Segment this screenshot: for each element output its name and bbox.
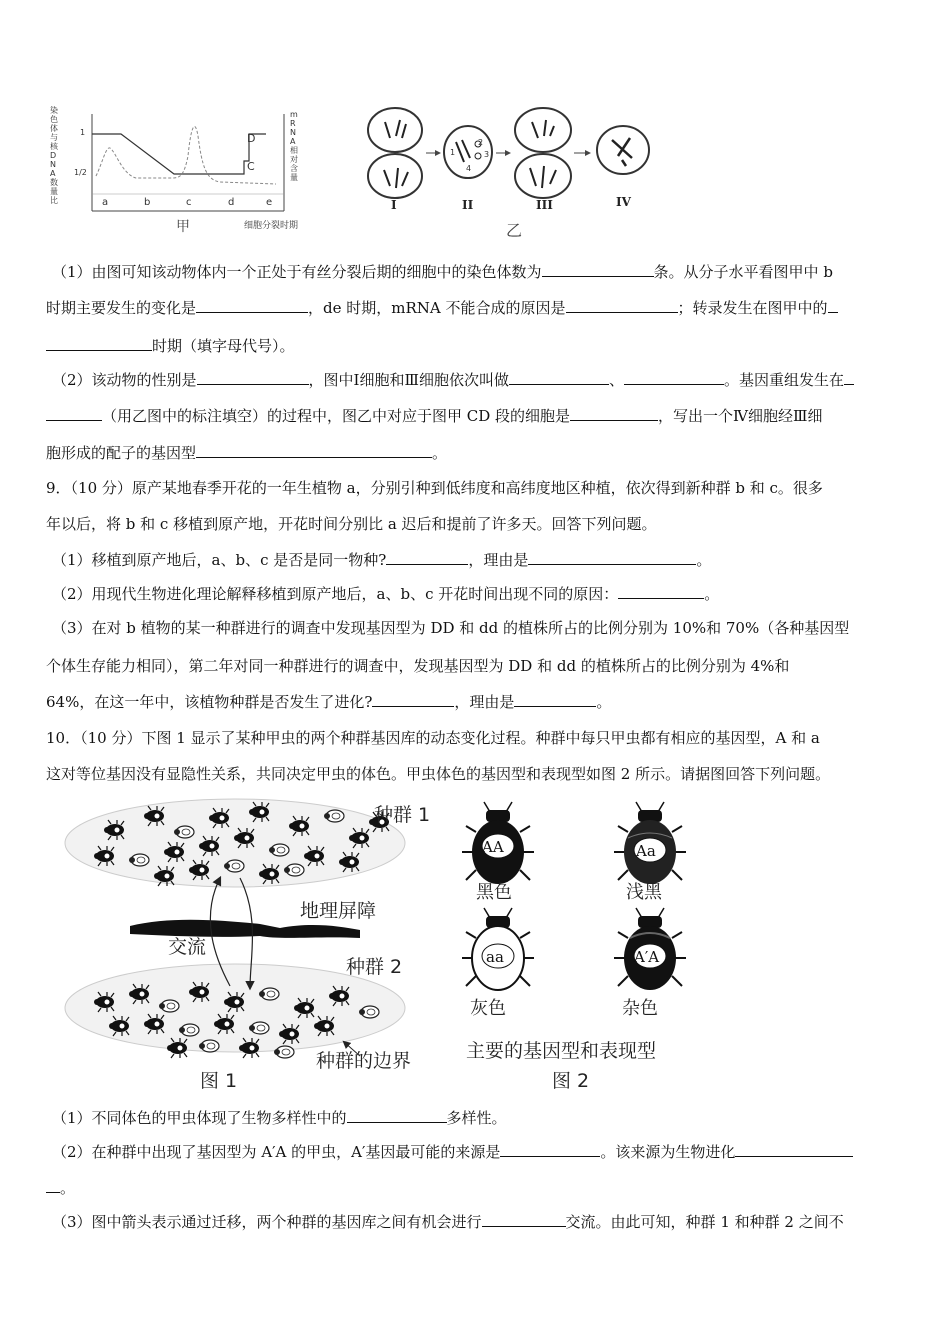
genotype-aa-lower: aa xyxy=(486,948,504,966)
cells-yi xyxy=(360,100,660,210)
phase-e: e xyxy=(266,197,273,208)
q10-p1: （1）不同体色的甲虫体现了生物多样性中的 多样性。 xyxy=(52,1109,507,1127)
right-axis-label: mRNA相对含量 xyxy=(290,110,298,182)
label-cell-i: I xyxy=(391,198,397,212)
figure-1-populations xyxy=(60,798,460,1088)
genotype-aa-mixed: Aa xyxy=(636,842,656,860)
label-boundary: 种群的边界 xyxy=(316,1050,412,1072)
cell-iv xyxy=(597,126,649,174)
y-axis-label: 染色体与核DNA数量比 xyxy=(50,106,58,205)
q9-p2: （2）用现代生物进化理论解释移植到原产地后，a、b、c 开花时间出现不同的原因： 。 xyxy=(52,585,720,603)
q8-p2-line3: 胞形成的配子的基因型 。 xyxy=(46,444,448,462)
chrom-num-3: 3 xyxy=(484,150,490,159)
q9-p3-line3: 64%，在这一年中，该植物种群是否发生了进化? ，理由是 。 xyxy=(46,693,612,711)
q8-p2-line2: （用乙图中的标注填空）的过程中，图乙中对应于图甲 CD 段的细胞是 ，写出一个Ⅳ细胞经Ⅲ细 xyxy=(46,406,906,426)
genotype-a-prime-a: A′A xyxy=(634,948,660,966)
phenotype-light-black: 浅黑 xyxy=(626,882,662,903)
q8-p1-line1: （1）由图可知该动物体内一个正处于有丝分裂后期的细胞中的染色体数为 条。从分子水平看图甲中 b xyxy=(52,263,833,281)
graph-jia xyxy=(44,96,314,236)
label-barrier: 地理屏障 xyxy=(300,900,377,922)
genotype-aa-upper: AA xyxy=(482,838,504,856)
phase-b: b xyxy=(144,197,151,208)
q9-p3-line2: 个体生存能力相同），第二年对同一种群进行的调查中，发现基因型为 DD 和 dd 的植株所占的比例分别为 4%和 xyxy=(46,657,790,675)
caption-fig1: 图 1 xyxy=(200,1070,238,1092)
q10-intro-line2: 这对等位基因没有显隐性关系，共同决定甲虫的体色。甲虫体色的基因型和表现型如图 2 所示。请据图回答下列问题。 xyxy=(46,765,831,783)
q10-p2: （2）在种群中出现了基因型为 A′A 的甲虫，A′基因最可能的来源是 。该来源为生物进化 xyxy=(52,1142,906,1162)
q8-p1-line3: 时期（填字母代号）。 xyxy=(46,336,906,356)
q9-intro-line2: 年以后，将 b 和 c 移植到原产地，开花时间分别比 a 迟后和提前了许多天。回答下列问题。 xyxy=(46,515,657,533)
caption-fig2: 图 2 xyxy=(552,1070,590,1092)
label-exchange: 交流 xyxy=(168,936,207,958)
x-axis-label: 细胞分裂时期 xyxy=(244,221,299,231)
label-cell-iv: IV xyxy=(616,195,631,209)
point-d: D xyxy=(247,132,256,145)
q9-intro-line1: 9．（10 分）原产某地春季开花的一年生植物 a，分别引种到低纬度和高纬度地区种植，依次得到新种群 b 和 c。很多 xyxy=(46,479,823,497)
label-pop2: 种群 2 xyxy=(346,956,403,978)
phase-a: a xyxy=(102,197,109,208)
y-tick-1: 1 xyxy=(80,128,86,137)
chrom-num-4: 4 xyxy=(466,164,472,173)
q9-p3-line1: （3）在对 b 植物的某一种群进行的调查中发现基因型为 DD 和 dd 的植株所占的比例分别为 10%和 70%（各种基因型 xyxy=(52,619,850,637)
q8-p1-line2: 时期主要发生的变化是 ，de 时期，mRNA 不能合成的原因是 ；转录发生在图甲中的 xyxy=(46,298,906,318)
q9-p1: （1）移植到原产地后，a、b、c 是否是同一物种? ，理由是 。 xyxy=(52,551,712,569)
phase-c: c xyxy=(186,197,192,208)
caption-jia: 甲 xyxy=(176,219,190,235)
label-cell-iii: III xyxy=(536,198,553,212)
fig2-title: 主要的基因型和表现型 xyxy=(466,1040,657,1062)
label-pop1: 种群 1 xyxy=(374,804,431,826)
chrom-num-2: 2 xyxy=(478,138,484,147)
phase-d: d xyxy=(228,197,235,208)
point-c: C xyxy=(247,160,255,173)
phenotype-black: 黑色 xyxy=(476,882,512,903)
label-cell-ii: II xyxy=(462,198,474,212)
cell-iii xyxy=(515,108,571,198)
caption-yi: 乙 xyxy=(506,221,523,240)
y-tick-half: 1/2 xyxy=(74,168,87,177)
q10-p3: （3）图中箭头表示通过迁移，两个种群的基因库之间有机会进行 交流。由此可知，种群 1 和种群 2 之间不 xyxy=(52,1213,844,1231)
chrom-num-1: 1 xyxy=(450,148,456,157)
q10-p2-cont: 。 xyxy=(46,1178,906,1198)
phenotype-grey: 灰色 xyxy=(470,998,506,1019)
q10-intro-line1: 10．（10 分）下图 1 显示了某种甲虫的两个种群基因库的动态变化过程。种群中每只甲虫都有相应的基因型，A 和 a xyxy=(46,729,820,747)
q8-p2-line1: （2）该动物的性别是 ，图中Ⅰ细胞和Ⅲ细胞依次叫做 、 。基因重组发生在 xyxy=(52,370,906,390)
phenotype-mixed: 杂色 xyxy=(622,998,658,1019)
cell-i xyxy=(368,108,422,198)
